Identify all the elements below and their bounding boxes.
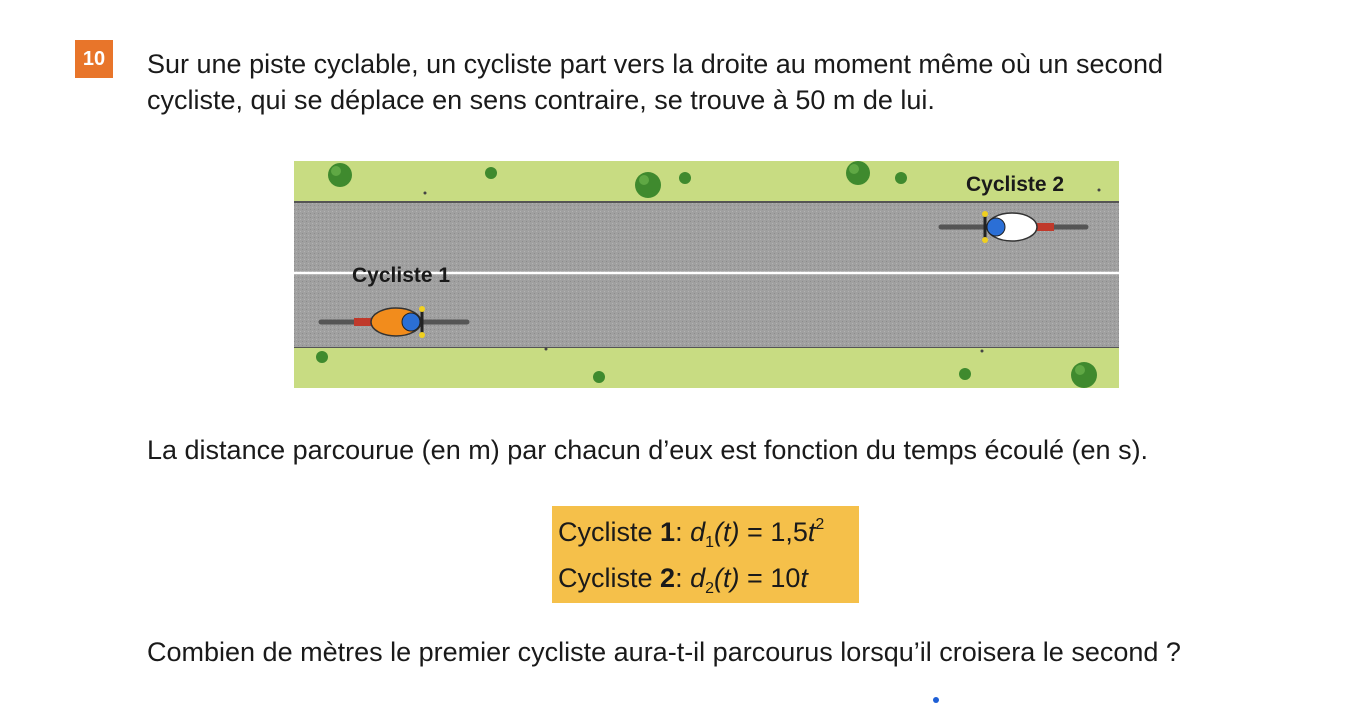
formula-colon: : (675, 517, 683, 547)
formula-variable: t (807, 517, 816, 547)
formula-subscript: 2 (705, 580, 715, 597)
formula-box (552, 506, 859, 603)
formula-function: d (690, 563, 706, 593)
formula-subscript: 1 (705, 534, 715, 551)
tree-icon (328, 163, 352, 187)
formula-number: 1 (660, 517, 676, 547)
tree-icon (635, 172, 661, 198)
intro-text (147, 46, 1163, 118)
question-text: Combien de mètres le premier cycliste aura-t-il parcourus lorsqu’il croisera le second ? (147, 637, 1181, 667)
formula-exponent: 2 (815, 516, 825, 533)
formula-function: d (690, 517, 706, 547)
bike-lane-illustration (294, 161, 1119, 388)
formula-equals: = (747, 517, 763, 547)
exercise-number-badge: 10 (75, 40, 113, 78)
cyclist-1-label: Cycliste 1 (352, 264, 451, 287)
tree-icon (1071, 362, 1097, 388)
formula-equals: = (747, 563, 763, 593)
formula-argument: (t) (714, 517, 740, 547)
tree-icon (959, 368, 971, 380)
blue-dot (933, 697, 939, 703)
intro-line-2: cycliste, qui se déplace en sens contraire, se trouve à 50 m de lui. (147, 85, 935, 115)
intro-line-1: Sur une piste cyclable, un cycliste part vers la droite au moment même où un second (147, 49, 1164, 79)
tree-icon (895, 172, 907, 184)
formula-label: Cycliste (558, 563, 653, 593)
tree-icon (485, 167, 497, 179)
formula-colon: : (675, 563, 683, 593)
tree-icon (316, 351, 328, 363)
formula-variable: t (800, 563, 808, 593)
tree-icon (846, 161, 870, 185)
tree-icon (679, 172, 691, 184)
formula-cyclist-1 (558, 510, 859, 556)
formula-label: Cycliste (558, 517, 653, 547)
distance-sentence: La distance parcourue (en m) par chacun d’eux est fonction du temps écoulé (en s). (147, 435, 1149, 465)
formula-argument: (t) (714, 563, 740, 593)
formula-number: 2 (660, 563, 676, 593)
formula-cyclist-2 (558, 556, 859, 602)
grass-bottom (294, 348, 1119, 388)
tree-icon (593, 371, 605, 383)
formula-coefficient: 10 (770, 563, 801, 593)
formula-coefficient: 1,5 (770, 517, 808, 547)
cyclist-2-label: Cycliste 2 (966, 173, 1065, 196)
